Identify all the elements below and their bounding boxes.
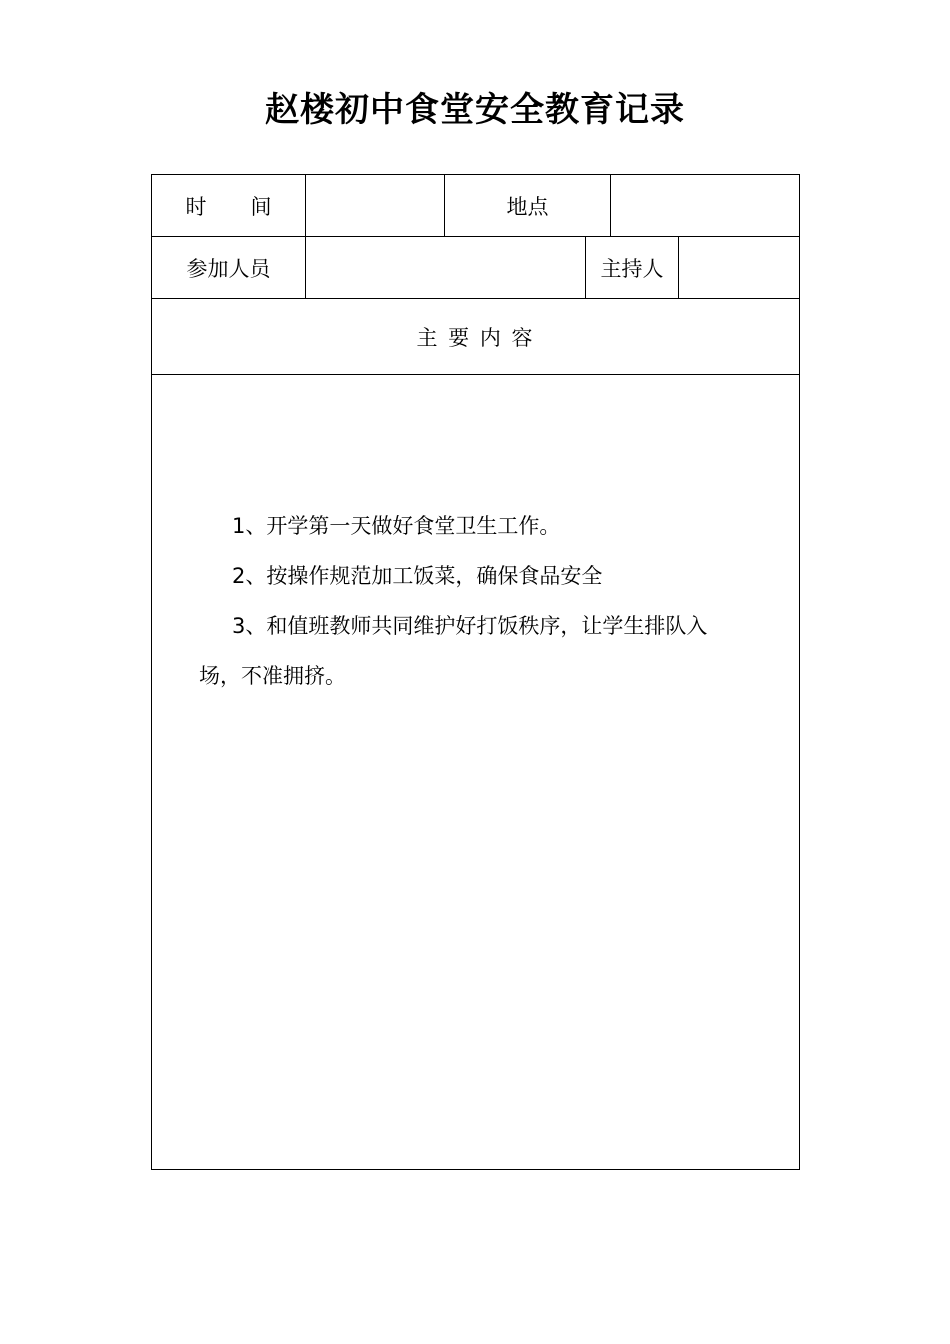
- record-form: [151, 174, 800, 1170]
- time-label-char-1: 时: [185, 194, 207, 219]
- main-content-area: [152, 375, 799, 1169]
- content-item-3-line-2: 场，不准拥挤。: [199, 664, 346, 688]
- content-item-1: 1、开学第一天做好食堂卫生工作。: [232, 514, 561, 538]
- host-value-field[interactable]: [679, 237, 799, 298]
- content-item-2: 2、按操作规范加工饭菜，确保食品安全: [232, 564, 603, 588]
- form-row-time-place: [152, 175, 799, 237]
- form-row-section-header: [152, 299, 799, 375]
- document-title: 赵楼初中食堂安全教育记录: [265, 90, 685, 130]
- place-value-field[interactable]: [611, 175, 799, 236]
- participants-value-field[interactable]: [306, 237, 585, 298]
- host-label: 主持人: [600, 256, 664, 281]
- place-label: 地点: [506, 194, 549, 219]
- content-item-3-line-1: 3、和值班教师共同维护好打饭秩序，让学生排队入: [232, 614, 708, 638]
- participants-label: 参加人员: [186, 256, 271, 281]
- time-label-char-2: 间: [250, 194, 272, 219]
- time-label: [152, 175, 305, 236]
- form-row-participants-host: [152, 237, 799, 299]
- time-value-field[interactable]: [306, 175, 444, 236]
- main-content-header: 主 要 内 容: [416, 325, 535, 350]
